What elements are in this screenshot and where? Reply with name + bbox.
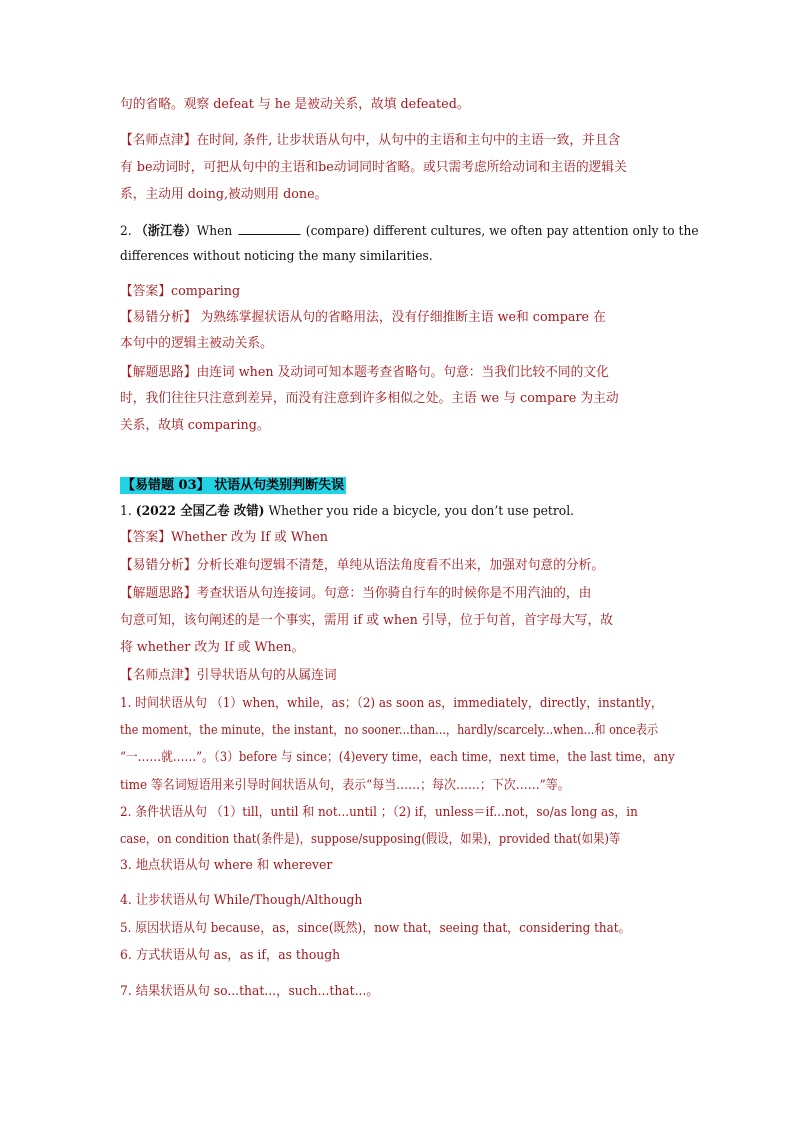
list-item-1-line-2: the moment，the minute，the instant，no sooner...than...，hardly/scarcely...when...和 once表示	[120, 723, 659, 738]
section-heading: 【易错题 03】 状语从句类别判断失误	[122, 478, 345, 493]
q1-source: (2022 全国乙卷 改错)	[135, 504, 265, 519]
s3-error: 【易错分析】分析长难句逻辑不清楚，单纯从语法角度看不出来，加强对句意的分析。	[120, 558, 605, 573]
tip-line-3: 系，主动用 doing,被动则用 done。	[120, 187, 328, 202]
list-item-1-line-4: time 等名词短语用来引导时间状语从句，表示“每当……；每次……；下次……”等。	[120, 778, 570, 793]
q2-idea-line-3: 关系，故填 comparing。	[120, 418, 270, 433]
list-item-2-line-2: case，on condition that(条件是)，suppose/supposing(假设，如果)，provided that(如果)等	[120, 832, 621, 847]
s3-tip: 【名师点津】引导状语从句的从属连词	[120, 668, 337, 683]
list-item-3: 3. 地点状语从句 where 和 wherever	[120, 858, 333, 873]
s3-idea-line-3: 将 whether 改为 If 或 When。	[120, 640, 305, 655]
list-item-2-line-1: 2. 条件状语从句 （1）till，until 和 not...until ；（2) if，unless＝if...not，so/as long as，in	[120, 805, 638, 820]
tip-line-2: 有 be动词时，可把从句中的主语和be动词同时省略。或只需考虑所给动词和主语的逻辑关	[120, 160, 627, 175]
s3-idea-line-1: 【解题思路】考查状语从句连接词。句意：当你骑自行车的时候你是不用汽油的，由	[120, 586, 592, 601]
q2-error-line-1: 【易错分析】 为熟练掌握状语从句的省略用法，没有仔细推断主语 we和 compare 在	[120, 310, 606, 325]
question-2-line-1: 2. （浙江卷）When (compare) different cultures, we often pay attention only to the	[120, 224, 699, 239]
q2-idea-line-2: 时，我们往往只注意到差异，而没有注意到许多相似之处。主语 we 与 compare 为主动	[120, 391, 619, 406]
s3-idea-line-2: 句意可知，该句阐述的是一个事实，需用 if 或 when 引导，位于句首，首字母大写，故	[120, 613, 614, 628]
s3-answer: 【答案】Whether 改为 If 或 When	[120, 530, 328, 545]
list-item-1-line-1: 1. 时间状语从句 （1）when，while，as；（2) as soon as，immediately，directly，instantly，	[120, 696, 663, 711]
q2-error-line-2: 本句中的逻辑主被动关系。	[120, 336, 273, 351]
list-item-5: 5. 原因状语从句 because，as，since(既然)，now that，seeing that，considering that。	[120, 921, 631, 936]
prev-explanation-tail: 句的省略。观察 defeat 与 he 是被动关系，故填 defeated。	[120, 97, 470, 112]
tip-label: 【名师点津】	[120, 133, 197, 148]
list-item-6: 6. 方式状语从句 as，as if，as though	[120, 948, 341, 963]
list-item-4: 4. 让步状语从句 While/Though/Although	[120, 893, 363, 908]
q2-idea-line-1: 【解题思路】由连词 when 及动词可知本题考查省略句。句意：当我们比较不同的文化	[120, 365, 609, 380]
question-source: （浙江卷）	[135, 224, 197, 239]
question-2-line-2: differences without noticing the many similarities.	[120, 249, 433, 264]
section-q1: 1. (2022 全国乙卷 改错) Whether you ride a bicycle, you don’t use petrol.	[120, 504, 575, 519]
q2-answer: 【答案】comparing	[120, 284, 241, 299]
list-item-7: 7. 结果状语从句 so...that...，such...that...。	[120, 984, 379, 999]
tip-line-1: 【名师点津】在时间, 条件, 让步状语从句中，从句中的主语和主句中的主语一致，并且含	[120, 133, 621, 148]
list-item-1-line-3: “一……就……”。（3）before 与 since；(4)every time，each time，next time，the last time，any	[120, 750, 675, 765]
answer-blank	[238, 223, 300, 235]
